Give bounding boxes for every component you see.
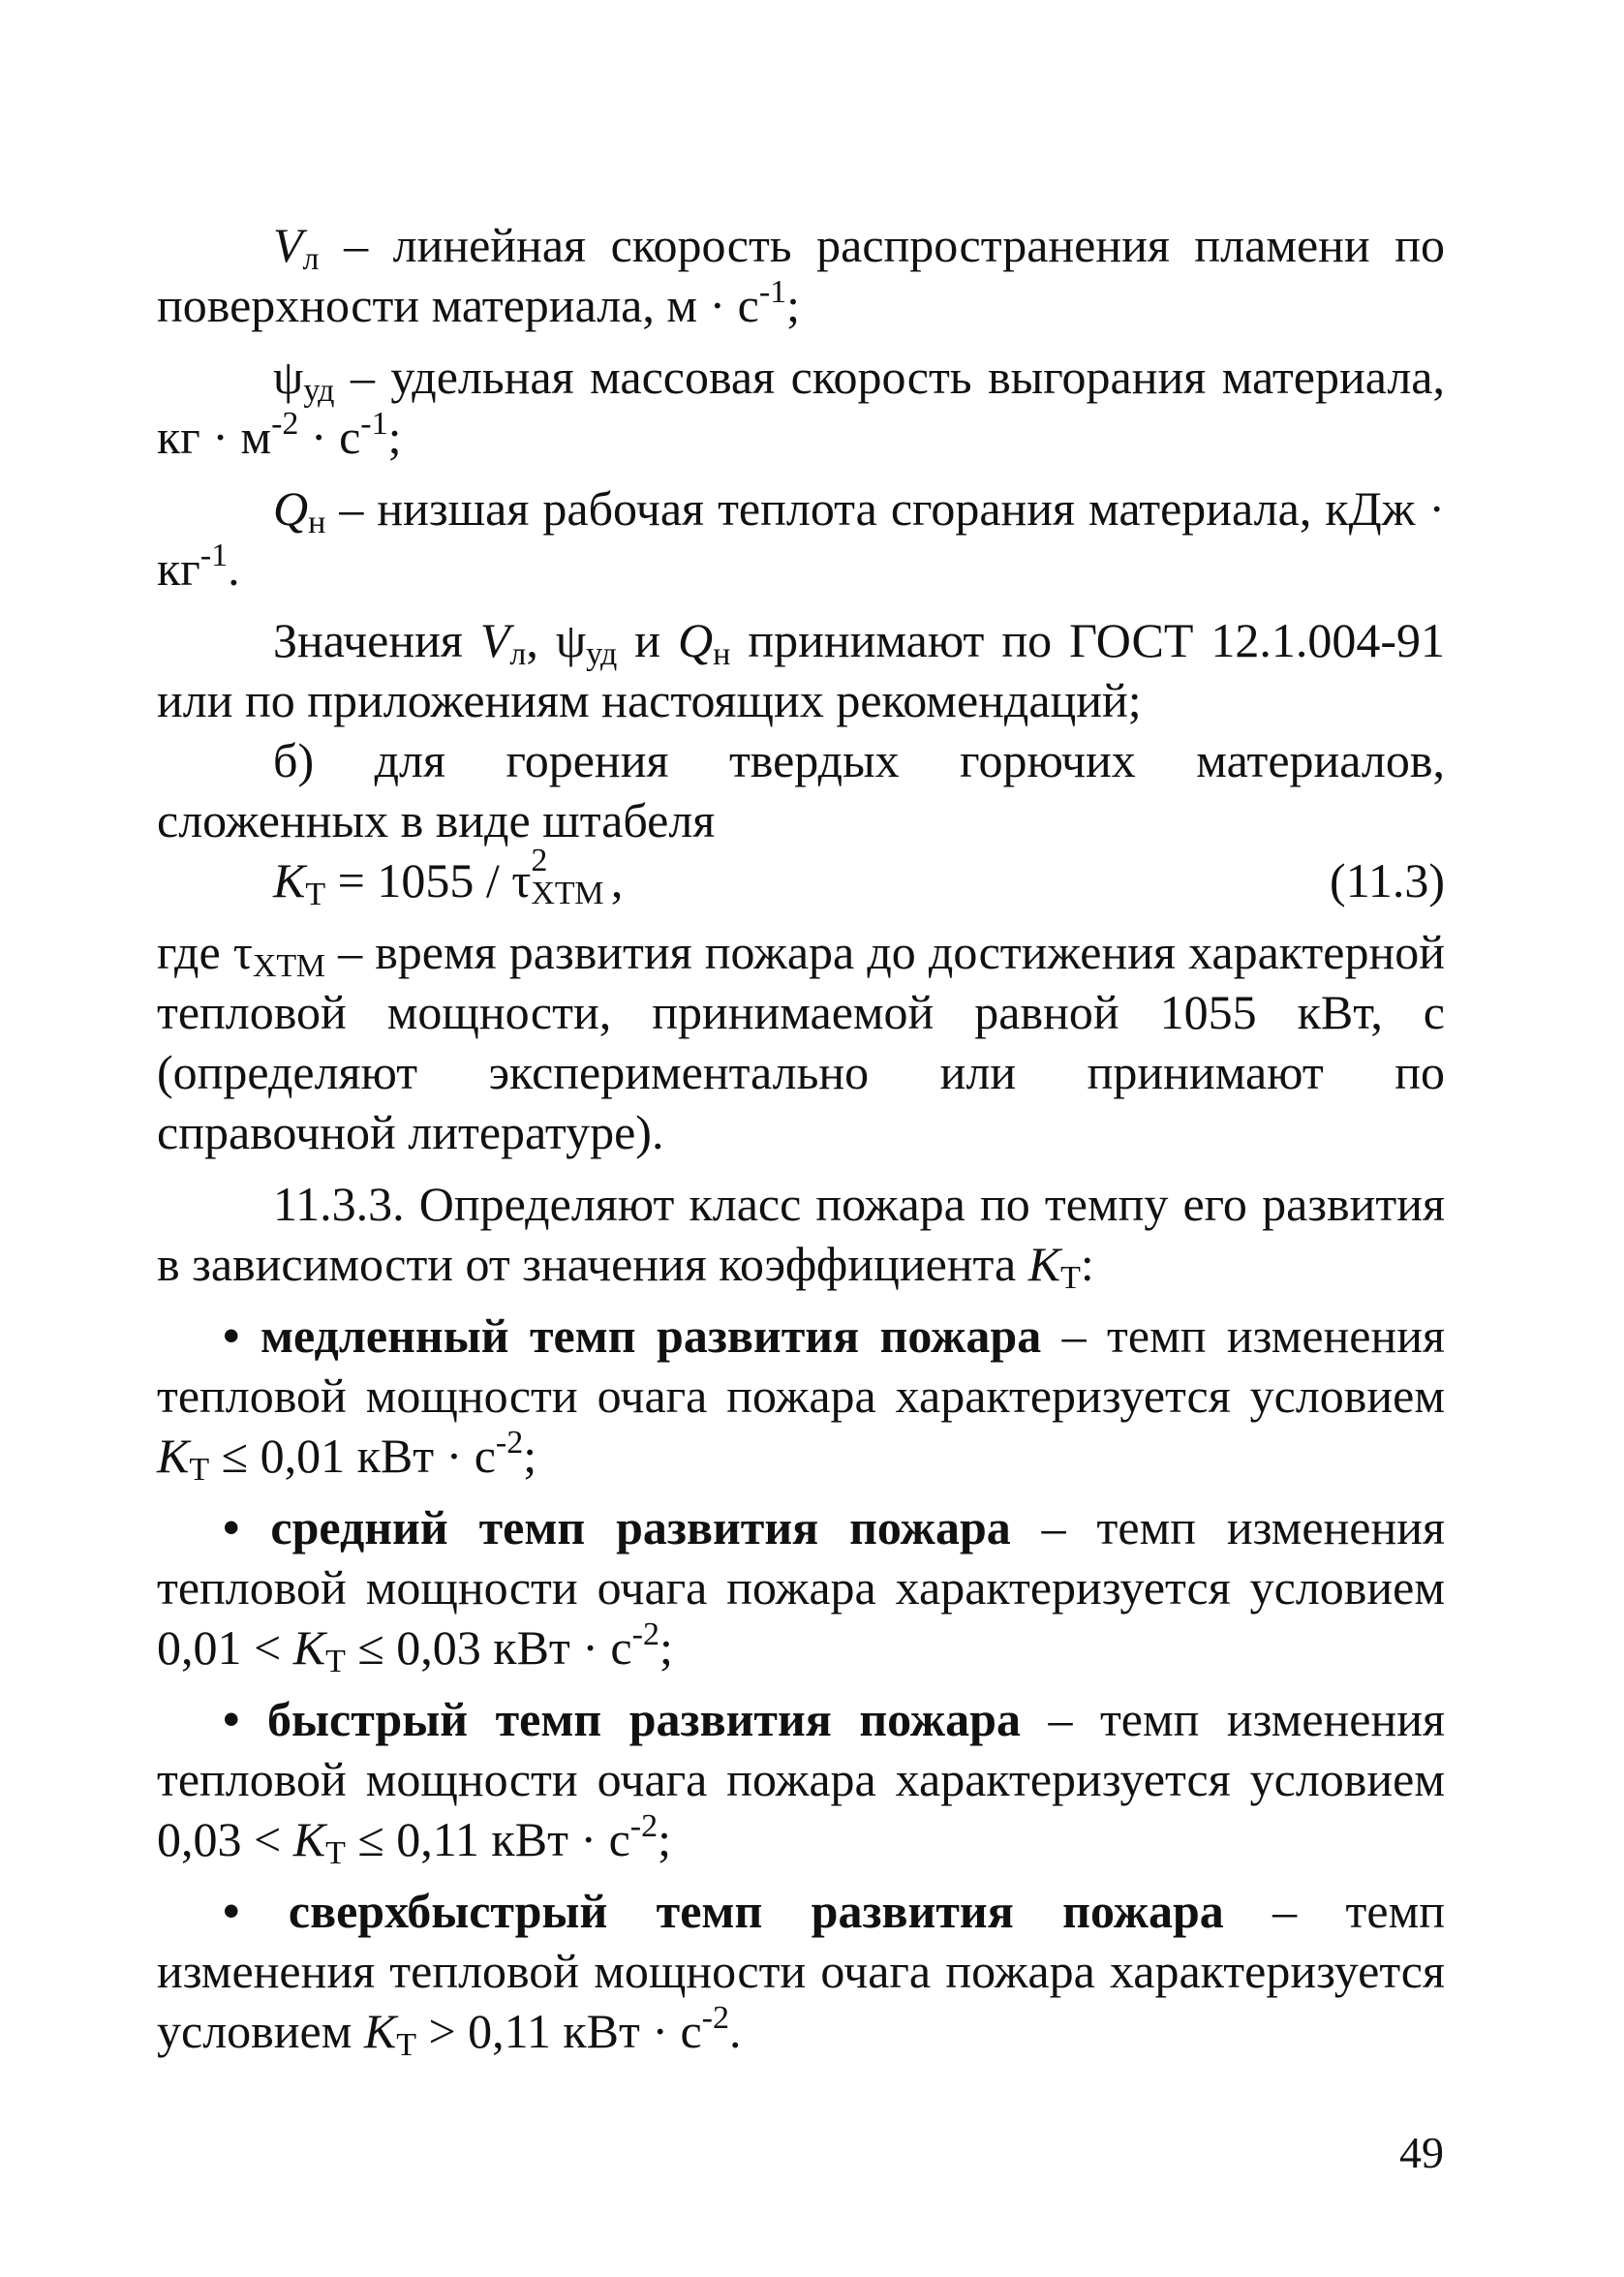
text: – темп изменения тепловой мощности очага пожара характеризуется условием (157, 1308, 1446, 1423)
bullet-term: средний темп развития пожара (270, 1500, 1011, 1554)
text: > 0,11 кВт · с (415, 2004, 702, 2058)
text: где τ (157, 925, 253, 979)
text: – удельная массовая скорость выгорания материала, кг · м (157, 350, 1445, 464)
text: , (526, 613, 556, 667)
stack-paragraph: б) для горения твердых горючих материалов, сложенных в виде штабеля (157, 733, 1445, 847)
text: ≤ 0,11 кВт · с (345, 1812, 630, 1866)
page-number: 49 (1399, 2128, 1444, 2177)
symbol: K (273, 853, 306, 908)
superscript: -1 (199, 538, 229, 573)
bullet-term: быстрый темп развития пожара (267, 1692, 1021, 1746)
superscript: -2 (629, 1808, 659, 1844)
subscript: Т (325, 1644, 346, 1679)
definition-qn (157, 478, 1445, 599)
text: . (228, 541, 240, 596)
subscript: ХТМ (531, 876, 604, 911)
text: ; (658, 1812, 671, 1866)
superscript: 2 (531, 843, 548, 878)
subscript: н (308, 505, 326, 540)
symbol: K (363, 2004, 397, 2058)
subscript: Т (396, 2027, 416, 2063)
text: = 1055 / τ (325, 853, 532, 908)
superscript: -2 (495, 1425, 524, 1461)
text: – темп изменения тепловой мощности очага пожара характеризуется условием (157, 1884, 1445, 2058)
subscript: н (713, 636, 731, 672)
where-paragraph (157, 922, 1445, 1162)
symbol: ψ (273, 350, 304, 404)
text: ; (387, 410, 402, 464)
subscript: ХТМ (252, 948, 325, 984)
subscript: уд (586, 636, 618, 672)
symbol: K (157, 1429, 190, 1483)
symbol: Q (678, 613, 714, 667)
symbol: V (273, 218, 303, 272)
bullet-medium (157, 1497, 1445, 1677)
text: – линейная скорость распространения пламени по поверхности материала, м · с (157, 218, 1445, 332)
formula-expression (273, 843, 624, 912)
superscript: -2 (631, 1616, 659, 1652)
section-11-3-3 (157, 1174, 1445, 1294)
subscript: л (509, 636, 527, 672)
symbol: V (479, 613, 510, 667)
definition-vl (157, 215, 1445, 335)
subscript: Т (325, 1835, 346, 1871)
symbol: ψ (555, 613, 587, 667)
superscript: -1 (758, 274, 787, 310)
values-source-paragraph (157, 610, 1445, 730)
bullet-ultrafast (157, 1881, 1445, 2061)
subscript: уд (303, 373, 335, 409)
symbol: K (292, 1620, 326, 1675)
text: : (1080, 1237, 1094, 1291)
text-column (157, 215, 1445, 2061)
subscript: л (302, 241, 320, 277)
text: , (598, 853, 624, 908)
text: – темп изменения тепловой мощности очага пожара характеризуется условием 0,01 < (157, 1500, 1445, 1675)
text: ; (659, 1620, 673, 1675)
symbol: Q (273, 481, 309, 536)
symbol: K (1027, 1237, 1061, 1291)
superscript: -2 (701, 2000, 729, 2036)
bullet-marker: • (223, 1500, 240, 1554)
symbol: K (292, 1812, 326, 1866)
text: – низшая рабочая теплота сгорания материала, кДж · кг (157, 481, 1445, 596)
bullet-term: медленный темп развития пожара (260, 1308, 1042, 1363)
definition-psi (157, 347, 1445, 467)
superscript: -1 (360, 406, 388, 442)
text: – время развития пожара до достижения характерной тепловой мощности, принимаемой равной 1055 кВт, с (определяют экспериментально или принимают по справочной литературе). (157, 925, 1445, 1159)
text: 11.3.3. Определяют класс пожара по темпу его развития в зависимости от значения коэффициента (157, 1177, 1445, 1291)
text: ; (523, 1429, 537, 1483)
bullet-marker: • (223, 1884, 240, 1938)
text: ; (786, 278, 801, 332)
bullet-slow (157, 1306, 1445, 1486)
sub-superscript (531, 843, 604, 911)
bullet-marker: • (223, 1692, 240, 1746)
text: – темп изменения тепловой мощности очага пожара характеризуется условием 0,03 < (157, 1692, 1445, 1866)
formula-number: (11.3) (1330, 853, 1445, 908)
bullet-marker: • (223, 1308, 240, 1363)
subscript: Т (189, 1452, 210, 1488)
text: . (729, 2004, 742, 2058)
text: ≤ 0,01 кВт · с (209, 1429, 496, 1483)
text: Значения (273, 613, 480, 667)
superscript: -2 (271, 406, 299, 442)
subscript: Т (305, 877, 326, 912)
bullet-term: сверхбыстрый темп развития пожара (288, 1884, 1224, 1938)
text: и (617, 613, 679, 667)
text: принимают по ГОСТ 12.1.004-91 или по приложениям настоящих рекомендаций; (157, 613, 1445, 727)
bullet-fast (157, 1689, 1445, 1869)
text: ≤ 0,03 кВт · с (345, 1620, 632, 1675)
text: · с (298, 410, 361, 464)
formula-11-3 (157, 843, 1445, 912)
subscript: Т (1060, 1260, 1081, 1296)
